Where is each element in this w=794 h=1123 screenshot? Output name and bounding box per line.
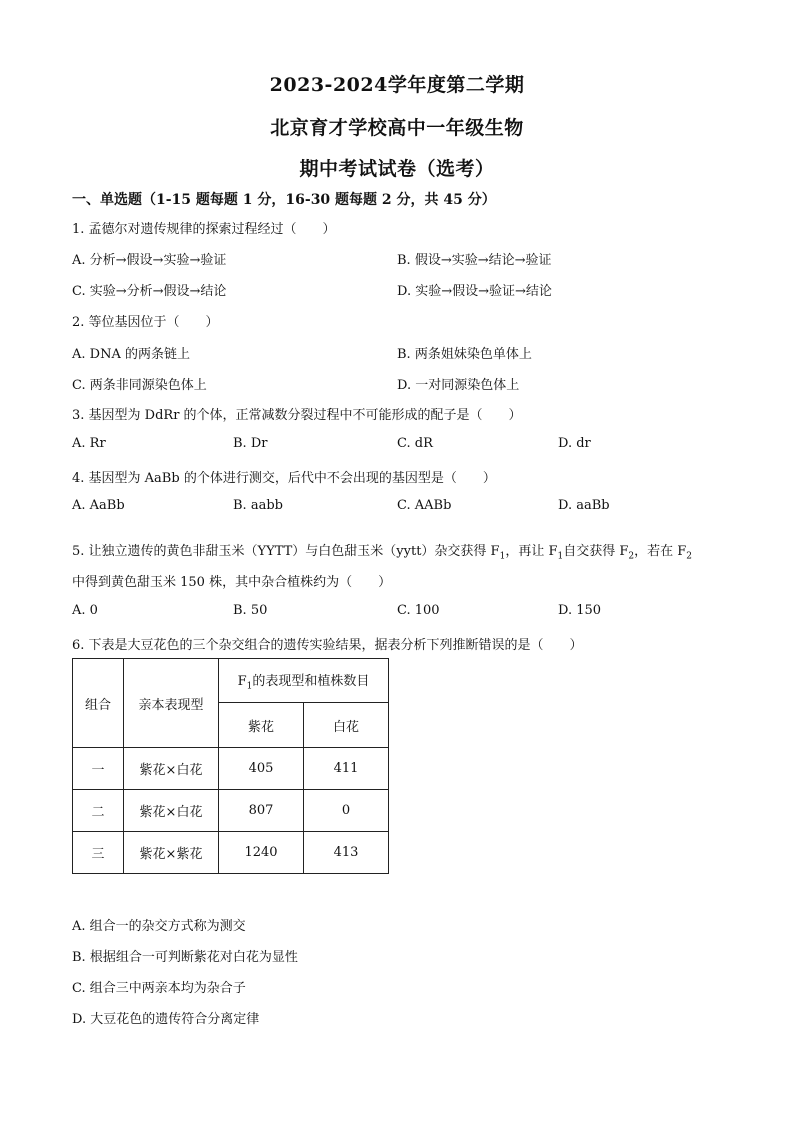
row-group: 三 xyxy=(73,832,124,874)
question-2-option-c: C. 两条非同源染色体上 xyxy=(72,378,207,393)
table-row xyxy=(73,832,389,874)
q5-text-part: ，若在 F xyxy=(634,544,687,559)
question-4-stem: 4. 基因型为 AaBb 的个体进行测交，后代中不会出现的基因型是（ ） xyxy=(72,471,496,486)
exam-title-line2: 北京育才学校高中一年级生物 xyxy=(270,117,524,139)
table-row xyxy=(73,790,389,832)
question-3-option-b: B. Dr xyxy=(233,436,268,451)
q5-text-part: 5. 让独立遗传的黄色非甜玉米（YYTT）与白色甜玉米（yytt）杂交获得 F xyxy=(72,544,500,559)
question-3-option-c: C. dR xyxy=(397,436,433,451)
q5-subscript: 2 xyxy=(686,551,692,562)
question-5-option-c: C. 100 xyxy=(397,603,440,618)
row-white-count: 413 xyxy=(304,832,389,874)
question-1-option-d: D. 实验→假设→验证→结论 xyxy=(397,284,552,299)
question-6-stem: 6. 下表是大豆花色的三个杂交组合的遗传实验结果，据表分析下列推断错误的是（ ） xyxy=(72,638,583,653)
question-6-option-d: D. 大豆花色的遗传符合分离定律 xyxy=(72,1012,260,1027)
f1-prefix: F xyxy=(237,673,247,689)
row-purple-count: 1240 xyxy=(219,832,304,874)
row-purple-count: 405 xyxy=(219,748,304,790)
table-header-white: 白花 xyxy=(304,703,389,748)
q5-subscript: 1 xyxy=(499,551,506,562)
table-row xyxy=(73,748,389,790)
question-6-option-a: A. 组合一的杂交方式称为测交 xyxy=(72,919,246,934)
q5-subscript: 1 xyxy=(557,551,564,562)
exam-title-line3: 期中考试试卷（选考） xyxy=(299,158,495,180)
question-6-option-b: B. 根据组合一可判断紫花对白花为显性 xyxy=(72,950,298,965)
table-header-purple: 紫花 xyxy=(219,703,304,748)
question-5-stem-line2: 中得到黄色甜玉米 150 株，其中杂合植株约为（ ） xyxy=(72,575,392,590)
question-3-stem: 3. 基因型为 DdRr 的个体，正常减数分裂过程中不可能形成的配子是（ ） xyxy=(72,408,522,423)
question-5-option-a: A. 0 xyxy=(72,603,98,618)
question-4-option-b: B. aabb xyxy=(233,498,283,513)
question-2-option-d: D. 一对同源染色体上 xyxy=(397,378,520,393)
question-1-option-b: B. 假设→实验→结论→验证 xyxy=(397,253,552,268)
question-5-option-b: B. 50 xyxy=(233,603,268,618)
row-parent: 紫花×白花 xyxy=(124,748,219,790)
row-white-count: 411 xyxy=(304,748,389,790)
question-2-option-b: B. 两条姐妹染色单体上 xyxy=(397,347,532,362)
row-parent: 紫花×紫花 xyxy=(124,832,219,874)
question-1-option-c: C. 实验→分析→假设→结论 xyxy=(72,284,227,299)
question-2-option-a: A. DNA 的两条链上 xyxy=(72,347,190,362)
table-header-group: 组合 xyxy=(73,659,124,748)
question-6-option-c: C. 组合三中两亲本均为杂合子 xyxy=(72,981,246,996)
q5-subscript: 2 xyxy=(628,551,635,562)
q5-text-part: ，再让 F xyxy=(505,544,558,559)
row-parent: 紫花×白花 xyxy=(124,790,219,832)
f1-subscript: 1 xyxy=(246,681,253,692)
question-4-option-c: C. AABb xyxy=(397,498,452,513)
q6-results-table xyxy=(72,658,389,874)
f1-suffix: 的表现型和植株数目 xyxy=(252,673,370,689)
question-4-option-a: A. AaBb xyxy=(72,498,125,513)
question-4-option-d: D. aaBb xyxy=(558,498,610,513)
question-3-option-a: A. Rr xyxy=(72,436,106,451)
section-heading-single-choice: 一、单选题（1-15 题每题 1 分，16-30 题每题 2 分，共 45 分） xyxy=(72,192,496,208)
question-3-option-d: D. dr xyxy=(558,436,591,451)
row-group: 一 xyxy=(73,748,124,790)
question-1-stem: 1. 孟德尔对遗传规律的探索过程经过（ ） xyxy=(72,222,336,237)
table-header-f1 xyxy=(219,659,389,703)
exam-title-line1: 2023-2024学年度第二学期 xyxy=(269,74,525,96)
row-white-count: 0 xyxy=(304,790,389,832)
question-1-option-a: A. 分析→假设→实验→验证 xyxy=(72,253,227,268)
q5-text-part: 自交获得 F xyxy=(563,544,629,559)
row-purple-count: 807 xyxy=(219,790,304,832)
row-group: 二 xyxy=(73,790,124,832)
question-5-option-d: D. 150 xyxy=(558,603,602,618)
table-header-parent-phenotype: 亲本表现型 xyxy=(124,659,219,748)
question-2-stem: 2. 等位基因位于（ ） xyxy=(72,315,219,330)
question-5-stem xyxy=(72,540,692,562)
